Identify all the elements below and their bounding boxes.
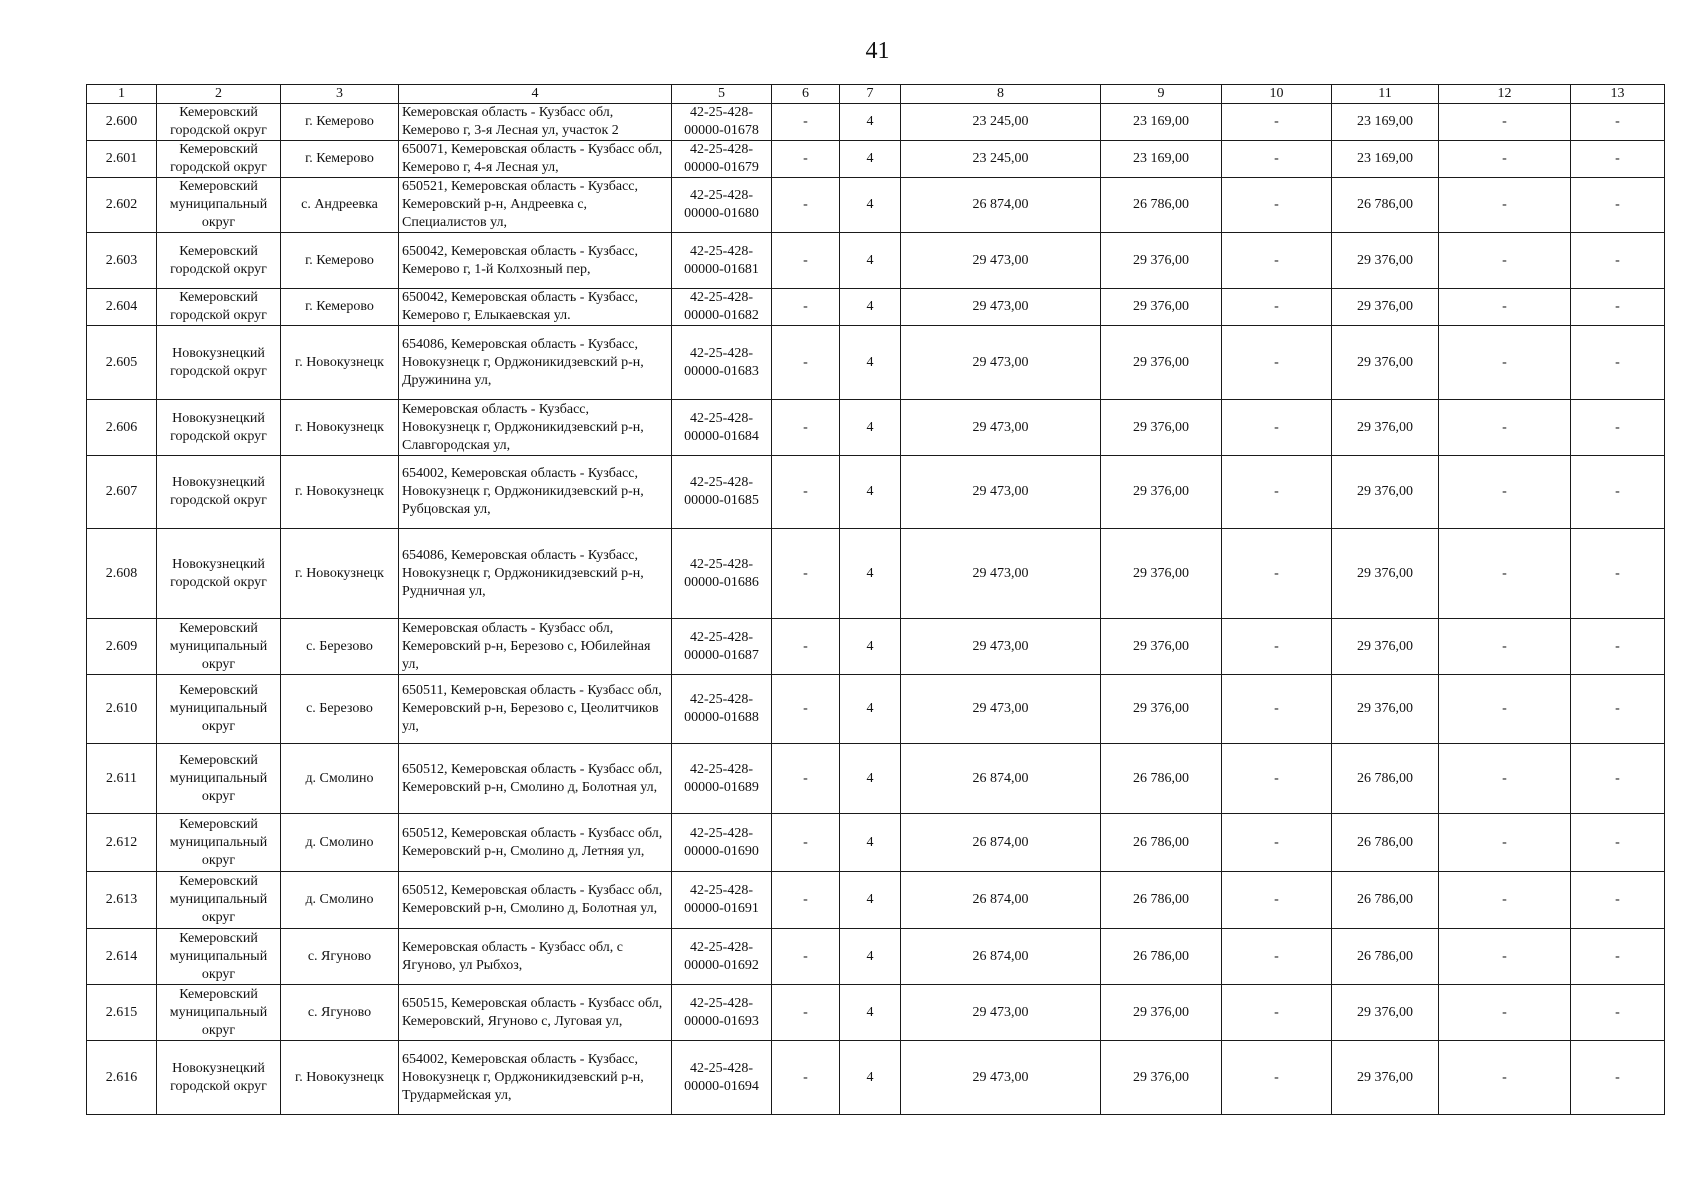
col6-cell: - [772, 104, 840, 141]
col8-value-cell: 23 245,00 [901, 141, 1101, 178]
col8-value-cell: 26 874,00 [901, 744, 1101, 814]
col6-cell: - [772, 529, 840, 619]
table-row [87, 675, 1665, 744]
locality-cell: д. Смолино [281, 814, 399, 872]
district-cell: Кемеровский городской округ [157, 233, 281, 289]
locality-cell: г. Новокузнецк [281, 529, 399, 619]
col10-cell: - [1222, 104, 1332, 141]
column-header: 11 [1332, 85, 1439, 104]
code-cell: 42-25-428-00000-01680 [672, 178, 772, 233]
district-cell: Кемеровский муниципальный округ [157, 929, 281, 985]
col11-value-cell: 29 376,00 [1332, 326, 1439, 400]
district-cell: Кемеровский муниципальный округ [157, 872, 281, 929]
col8-value-cell: 23 245,00 [901, 104, 1101, 141]
col7-cell: 4 [840, 872, 901, 929]
col6-cell: - [772, 400, 840, 456]
col12-cell: - [1439, 929, 1571, 985]
code-cell: 42-25-428-00000-01693 [672, 985, 772, 1041]
col13-cell: - [1571, 326, 1665, 400]
address-cell: Кемеровская область - Кузбасс, Новокузнецк г, Орджоникидзевский р-н, Славгородская ул, [399, 400, 672, 456]
col13-cell: - [1571, 178, 1665, 233]
col8-value-cell: 26 874,00 [901, 929, 1101, 985]
code-cell: 42-25-428-00000-01682 [672, 289, 772, 326]
col11-value-cell: 26 786,00 [1332, 872, 1439, 929]
col11-value-cell: 23 169,00 [1332, 104, 1439, 141]
col13-cell: - [1571, 233, 1665, 289]
col10-cell: - [1222, 929, 1332, 985]
col8-value-cell: 29 473,00 [901, 1041, 1101, 1115]
col6-cell: - [772, 1041, 840, 1115]
address-cell: Кемеровская область - Кузбасс обл, Кемеровский р-н, Березово с, Юбилейная ул, [399, 619, 672, 675]
address-cell: 650071, Кемеровская область - Кузбасс обл, Кемерово г, 4-я Лесная ул, [399, 141, 672, 178]
code-cell: 42-25-428-00000-01692 [672, 929, 772, 985]
table-row [87, 104, 1665, 141]
locality-cell: с. Ягуново [281, 929, 399, 985]
col12-cell: - [1439, 456, 1571, 529]
locality-cell: с. Ягуново [281, 985, 399, 1041]
column-header: 3 [281, 85, 399, 104]
col8-value-cell: 29 473,00 [901, 289, 1101, 326]
col6-cell: - [772, 141, 840, 178]
col12-cell: - [1439, 872, 1571, 929]
locality-cell: г. Новокузнецк [281, 1041, 399, 1115]
col12-cell: - [1439, 675, 1571, 744]
col11-value-cell: 29 376,00 [1332, 456, 1439, 529]
data-table [86, 84, 1665, 1115]
col9-value-cell: 26 786,00 [1101, 814, 1222, 872]
address-cell: 650511, Кемеровская область - Кузбасс обл, Кемеровский р-н, Березово с, Цеолитчиков ул, [399, 675, 672, 744]
col9-value-cell: 29 376,00 [1101, 400, 1222, 456]
col10-cell: - [1222, 400, 1332, 456]
table-row [87, 1041, 1665, 1115]
col11-value-cell: 29 376,00 [1332, 400, 1439, 456]
column-header: 10 [1222, 85, 1332, 104]
code-cell: 42-25-428-00000-01690 [672, 814, 772, 872]
col8-value-cell: 29 473,00 [901, 400, 1101, 456]
address-cell: 650042, Кемеровская область - Кузбасс, Кемерово г, Елыкаевская ул. [399, 289, 672, 326]
col13-cell: - [1571, 104, 1665, 141]
table-row [87, 744, 1665, 814]
col10-cell: - [1222, 744, 1332, 814]
col10-cell: - [1222, 872, 1332, 929]
table-row [87, 529, 1665, 619]
district-cell: Новокузнецкий городской округ [157, 326, 281, 400]
col7-cell: 4 [840, 289, 901, 326]
locality-cell: с. Березово [281, 619, 399, 675]
col11-value-cell: 29 376,00 [1332, 985, 1439, 1041]
col6-cell: - [772, 289, 840, 326]
col12-cell: - [1439, 814, 1571, 872]
col6-cell: - [772, 675, 840, 744]
col13-cell: - [1571, 529, 1665, 619]
col10-cell: - [1222, 178, 1332, 233]
locality-cell: д. Смолино [281, 872, 399, 929]
col7-cell: 4 [840, 619, 901, 675]
table-row [87, 872, 1665, 929]
col8-value-cell: 26 874,00 [901, 872, 1101, 929]
col12-cell: - [1439, 985, 1571, 1041]
col7-cell: 4 [840, 104, 901, 141]
col6-cell: - [772, 744, 840, 814]
col9-value-cell: 29 376,00 [1101, 456, 1222, 529]
col13-cell: - [1571, 744, 1665, 814]
table-row [87, 929, 1665, 985]
district-cell: Кемеровский городской округ [157, 289, 281, 326]
district-cell: Новокузнецкий городской округ [157, 400, 281, 456]
address-cell: Кемеровская область - Кузбасс обл, с Ягуново, ул Рыбхоз, [399, 929, 672, 985]
col10-cell: - [1222, 619, 1332, 675]
code-cell: 42-25-428-00000-01688 [672, 675, 772, 744]
row-number-cell: 2.610 [87, 675, 157, 744]
row-number-cell: 2.615 [87, 985, 157, 1041]
col6-cell: - [772, 233, 840, 289]
locality-cell: д. Смолино [281, 744, 399, 814]
code-cell: 42-25-428-00000-01687 [672, 619, 772, 675]
table-row [87, 456, 1665, 529]
column-header: 5 [672, 85, 772, 104]
col7-cell: 4 [840, 400, 901, 456]
col13-cell: - [1571, 872, 1665, 929]
col7-cell: 4 [840, 814, 901, 872]
col9-value-cell: 29 376,00 [1101, 675, 1222, 744]
col13-cell: - [1571, 985, 1665, 1041]
district-cell: Новокузнецкий городской округ [157, 529, 281, 619]
locality-cell: г. Кемерово [281, 289, 399, 326]
district-cell: Новокузнецкий городской округ [157, 456, 281, 529]
table-row [87, 141, 1665, 178]
district-cell: Кемеровский муниципальный округ [157, 178, 281, 233]
code-cell: 42-25-428-00000-01683 [672, 326, 772, 400]
col12-cell: - [1439, 744, 1571, 814]
col7-cell: 4 [840, 675, 901, 744]
district-cell: Кемеровский городской округ [157, 104, 281, 141]
table-row [87, 985, 1665, 1041]
row-number-cell: 2.606 [87, 400, 157, 456]
col9-value-cell: 26 786,00 [1101, 744, 1222, 814]
address-cell: Кемеровская область - Кузбасс обл, Кемерово г, 3-я Лесная ул, участок 2 [399, 104, 672, 141]
locality-cell: г. Новокузнецк [281, 400, 399, 456]
col12-cell: - [1439, 326, 1571, 400]
table-row [87, 178, 1665, 233]
col10-cell: - [1222, 456, 1332, 529]
col9-value-cell: 29 376,00 [1101, 529, 1222, 619]
col8-value-cell: 29 473,00 [901, 326, 1101, 400]
col7-cell: 4 [840, 744, 901, 814]
column-header: 7 [840, 85, 901, 104]
column-header: 6 [772, 85, 840, 104]
row-number-cell: 2.605 [87, 326, 157, 400]
row-number-cell: 2.612 [87, 814, 157, 872]
address-cell: 650521, Кемеровская область - Кузбасс, Кемеровский р-н, Андреевка с, Специалистов ул, [399, 178, 672, 233]
col7-cell: 4 [840, 456, 901, 529]
col6-cell: - [772, 872, 840, 929]
district-cell: Кемеровский муниципальный округ [157, 619, 281, 675]
col9-value-cell: 29 376,00 [1101, 619, 1222, 675]
col13-cell: - [1571, 929, 1665, 985]
address-cell: 654086, Кемеровская область - Кузбасс, Новокузнецк г, Орджоникидзевский р-н, Дружинина ул, [399, 326, 672, 400]
row-number-cell: 2.604 [87, 289, 157, 326]
code-cell: 42-25-428-00000-01684 [672, 400, 772, 456]
col12-cell: - [1439, 178, 1571, 233]
col9-value-cell: 29 376,00 [1101, 985, 1222, 1041]
col10-cell: - [1222, 141, 1332, 178]
col6-cell: - [772, 178, 840, 233]
col11-value-cell: 23 169,00 [1332, 141, 1439, 178]
address-cell: 650512, Кемеровская область - Кузбасс обл, Кемеровский р-н, Смолино д, Болотная ул, [399, 872, 672, 929]
district-cell: Кемеровский муниципальный округ [157, 675, 281, 744]
col11-value-cell: 26 786,00 [1332, 744, 1439, 814]
row-number-cell: 2.607 [87, 456, 157, 529]
table-row [87, 400, 1665, 456]
col8-value-cell: 29 473,00 [901, 619, 1101, 675]
col9-value-cell: 29 376,00 [1101, 289, 1222, 326]
row-number-cell: 2.602 [87, 178, 157, 233]
col13-cell: - [1571, 675, 1665, 744]
column-header: 8 [901, 85, 1101, 104]
col9-value-cell: 23 169,00 [1101, 104, 1222, 141]
locality-cell: г. Новокузнецк [281, 456, 399, 529]
locality-cell: с. Березово [281, 675, 399, 744]
locality-cell: г. Новокузнецк [281, 326, 399, 400]
col13-cell: - [1571, 289, 1665, 326]
column-header: 4 [399, 85, 672, 104]
col12-cell: - [1439, 529, 1571, 619]
page-number: 41 [865, 38, 890, 64]
table-row [87, 289, 1665, 326]
row-number-cell: 2.613 [87, 872, 157, 929]
row-number-cell: 2.601 [87, 141, 157, 178]
column-header: 1 [87, 85, 157, 104]
column-number-row [87, 85, 1665, 104]
col13-cell: - [1571, 1041, 1665, 1115]
code-cell: 42-25-428-00000-01691 [672, 872, 772, 929]
col9-value-cell: 29 376,00 [1101, 1041, 1222, 1115]
address-cell: 650512, Кемеровская область - Кузбасс обл, Кемеровский р-н, Смолино д, Болотная ул, [399, 744, 672, 814]
table-row [87, 619, 1665, 675]
col11-value-cell: 29 376,00 [1332, 529, 1439, 619]
col6-cell: - [772, 456, 840, 529]
col8-value-cell: 29 473,00 [901, 675, 1101, 744]
table-body [87, 104, 1665, 1115]
col6-cell: - [772, 814, 840, 872]
address-cell: 654002, Кемеровская область - Кузбасс, Новокузнецк г, Орджоникидзевский р-н, Трудармейская ул, [399, 1041, 672, 1115]
col10-cell: - [1222, 529, 1332, 619]
col12-cell: - [1439, 289, 1571, 326]
row-number-cell: 2.616 [87, 1041, 157, 1115]
col11-value-cell: 26 786,00 [1332, 814, 1439, 872]
col9-value-cell: 26 786,00 [1101, 178, 1222, 233]
col12-cell: - [1439, 104, 1571, 141]
col13-cell: - [1571, 456, 1665, 529]
row-number-cell: 2.603 [87, 233, 157, 289]
col13-cell: - [1571, 619, 1665, 675]
code-cell: 42-25-428-00000-01685 [672, 456, 772, 529]
address-cell: 650042, Кемеровская область - Кузбасс, Кемерово г, 1-й Колхозный пер, [399, 233, 672, 289]
col9-value-cell: 26 786,00 [1101, 872, 1222, 929]
col8-value-cell: 29 473,00 [901, 233, 1101, 289]
col10-cell: - [1222, 675, 1332, 744]
col13-cell: - [1571, 814, 1665, 872]
code-cell: 42-25-428-00000-01681 [672, 233, 772, 289]
code-cell: 42-25-428-00000-01678 [672, 104, 772, 141]
col10-cell: - [1222, 985, 1332, 1041]
col13-cell: - [1571, 400, 1665, 456]
column-header: 12 [1439, 85, 1571, 104]
col10-cell: - [1222, 1041, 1332, 1115]
table-row [87, 326, 1665, 400]
code-cell: 42-25-428-00000-01686 [672, 529, 772, 619]
col9-value-cell: 29 376,00 [1101, 233, 1222, 289]
address-cell: 654086, Кемеровская область - Кузбасс, Новокузнецк г, Орджоникидзевский р-н, Рудничная ул, [399, 529, 672, 619]
col7-cell: 4 [840, 178, 901, 233]
col11-value-cell: 29 376,00 [1332, 1041, 1439, 1115]
column-header: 13 [1571, 85, 1665, 104]
col6-cell: - [772, 929, 840, 985]
col13-cell: - [1571, 141, 1665, 178]
col6-cell: - [772, 326, 840, 400]
column-header: 9 [1101, 85, 1222, 104]
col7-cell: 4 [840, 929, 901, 985]
table-row [87, 233, 1665, 289]
row-number-cell: 2.600 [87, 104, 157, 141]
col6-cell: - [772, 619, 840, 675]
col7-cell: 4 [840, 1041, 901, 1115]
col6-cell: - [772, 985, 840, 1041]
col8-value-cell: 26 874,00 [901, 814, 1101, 872]
col11-value-cell: 29 376,00 [1332, 289, 1439, 326]
district-cell: Кемеровский муниципальный округ [157, 985, 281, 1041]
locality-cell: с. Андреевка [281, 178, 399, 233]
address-cell: 654002, Кемеровская область - Кузбасс, Новокузнецк г, Орджоникидзевский р-н, Рубцовская ул, [399, 456, 672, 529]
district-cell: Новокузнецкий городской округ [157, 1041, 281, 1115]
col9-value-cell: 26 786,00 [1101, 929, 1222, 985]
row-number-cell: 2.614 [87, 929, 157, 985]
code-cell: 42-25-428-00000-01689 [672, 744, 772, 814]
col11-value-cell: 29 376,00 [1332, 675, 1439, 744]
col7-cell: 4 [840, 233, 901, 289]
col8-value-cell: 29 473,00 [901, 529, 1101, 619]
col11-value-cell: 26 786,00 [1332, 178, 1439, 233]
district-cell: Кемеровский муниципальный округ [157, 814, 281, 872]
col7-cell: 4 [840, 529, 901, 619]
col12-cell: - [1439, 1041, 1571, 1115]
col10-cell: - [1222, 814, 1332, 872]
col7-cell: 4 [840, 326, 901, 400]
column-header: 2 [157, 85, 281, 104]
col8-value-cell: 29 473,00 [901, 456, 1101, 529]
row-number-cell: 2.611 [87, 744, 157, 814]
col11-value-cell: 29 376,00 [1332, 619, 1439, 675]
col9-value-cell: 23 169,00 [1101, 141, 1222, 178]
row-number-cell: 2.608 [87, 529, 157, 619]
district-cell: Кемеровский муниципальный округ [157, 744, 281, 814]
col12-cell: - [1439, 400, 1571, 456]
row-number-cell: 2.609 [87, 619, 157, 675]
col7-cell: 4 [840, 985, 901, 1041]
address-cell: 650512, Кемеровская область - Кузбасс обл, Кемеровский р-н, Смолино д, Летняя ул, [399, 814, 672, 872]
locality-cell: г. Кемерово [281, 104, 399, 141]
col8-value-cell: 29 473,00 [901, 985, 1101, 1041]
locality-cell: г. Кемерово [281, 141, 399, 178]
col12-cell: - [1439, 619, 1571, 675]
col10-cell: - [1222, 233, 1332, 289]
code-cell: 42-25-428-00000-01679 [672, 141, 772, 178]
col8-value-cell: 26 874,00 [901, 178, 1101, 233]
locality-cell: г. Кемерово [281, 233, 399, 289]
table-row [87, 814, 1665, 872]
col12-cell: - [1439, 233, 1571, 289]
code-cell: 42-25-428-00000-01694 [672, 1041, 772, 1115]
col11-value-cell: 29 376,00 [1332, 233, 1439, 289]
col10-cell: - [1222, 289, 1332, 326]
col10-cell: - [1222, 326, 1332, 400]
col7-cell: 4 [840, 141, 901, 178]
district-cell: Кемеровский городской округ [157, 141, 281, 178]
col9-value-cell: 29 376,00 [1101, 326, 1222, 400]
col11-value-cell: 26 786,00 [1332, 929, 1439, 985]
address-cell: 650515, Кемеровская область - Кузбасс обл, Кемеровский, Ягуново с, Луговая ул, [399, 985, 672, 1041]
col12-cell: - [1439, 141, 1571, 178]
